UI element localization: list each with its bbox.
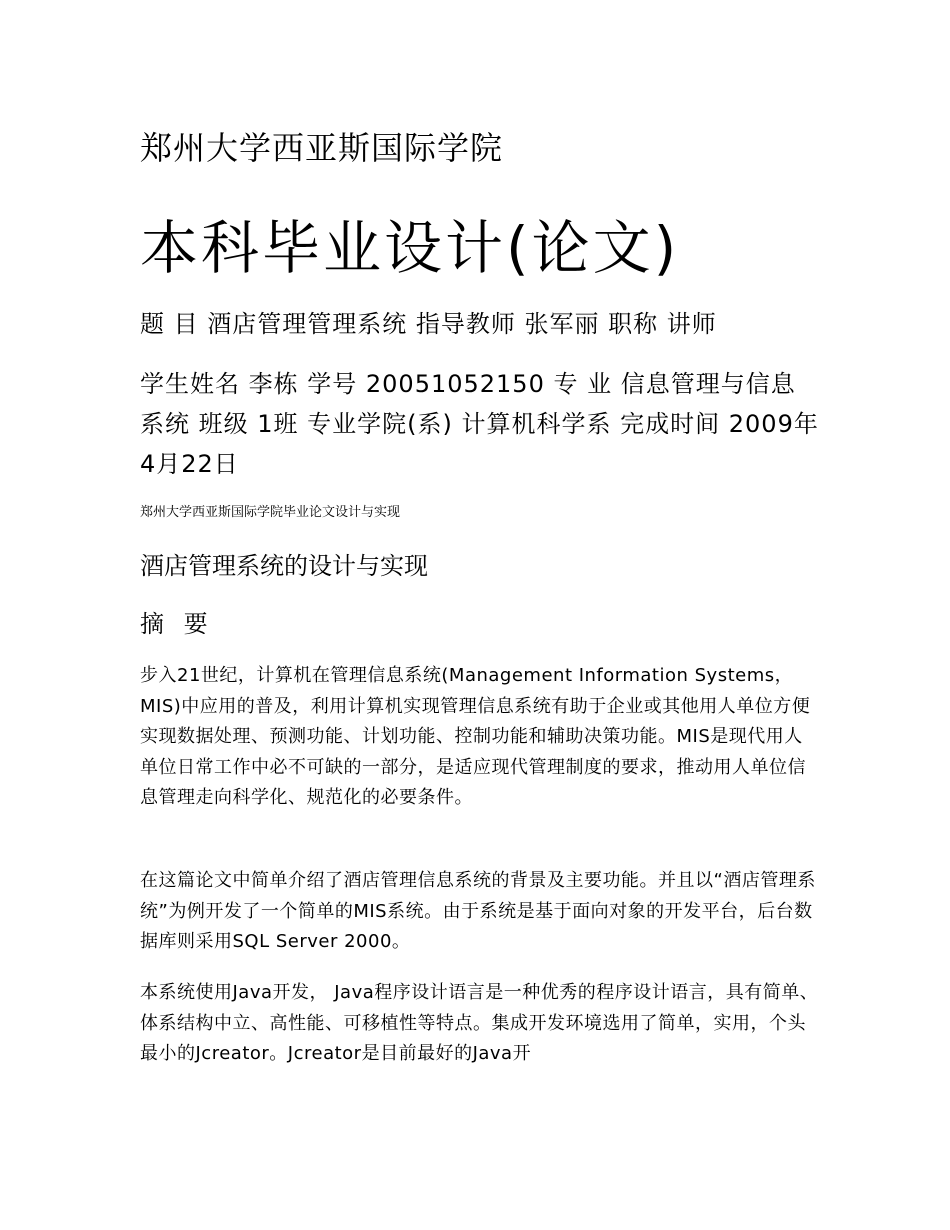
cover-meta-topic: 题 目 酒店管理管理系统 指导教师 张军丽 职称 讲师	[140, 310, 717, 338]
abstract-heading: 摘 要	[140, 610, 214, 638]
school-name: 郑州大学西亚斯国际学院	[140, 129, 504, 167]
abstract-paragraph-1: 步入21世纪，计算机在管理信息系统(Management Information Systems，MIS)中应用的普及，利用计算机实现管理信息系统有助于企业或其他用人单位方便实现数据处理、预测功能、计划功能、控制功能和辅助决策功能。MIS是现代用人单位日常工作中必不可缺的一部分，是适应现代管理制度的要求，推动用人单位信息管理走向科学化、规范化的必要条件。	[140, 665, 811, 809]
running-header: 郑州大学西亚斯国际学院毕业论文设计与实现	[140, 505, 401, 520]
abstract-paragraph-3: 本系统使用Java开发， Java程序设计语言是一种优秀的程序设计语言，具有简单、体系结构中立、高性能、可移植性等特点。集成开发环境选用了简单，实用，个头最小的Jcreator。Jcreator是目前最好的Java开	[140, 982, 819, 1065]
cover-meta-student: 学生姓名 李栋 学号 20051052150 专 业 信息管理与信息系统 班级 1班 专业学院(系) 计算机科学系 完成时间 2009年4月22日	[140, 370, 819, 478]
abstract-paragraph-2: 在这篇论文中简单介绍了酒店管理信息系统的背景及主要功能。并且以“酒店管理系统”为例开发了一个简单的MIS系统。由于系统是基于面向对象的开发平台，后台数据库则采用SQL Server 2000。	[140, 870, 816, 953]
thesis-type-title: 本科毕业设计(论文)	[140, 214, 680, 282]
thesis-title: 酒店管理系统的设计与实现	[140, 552, 428, 580]
